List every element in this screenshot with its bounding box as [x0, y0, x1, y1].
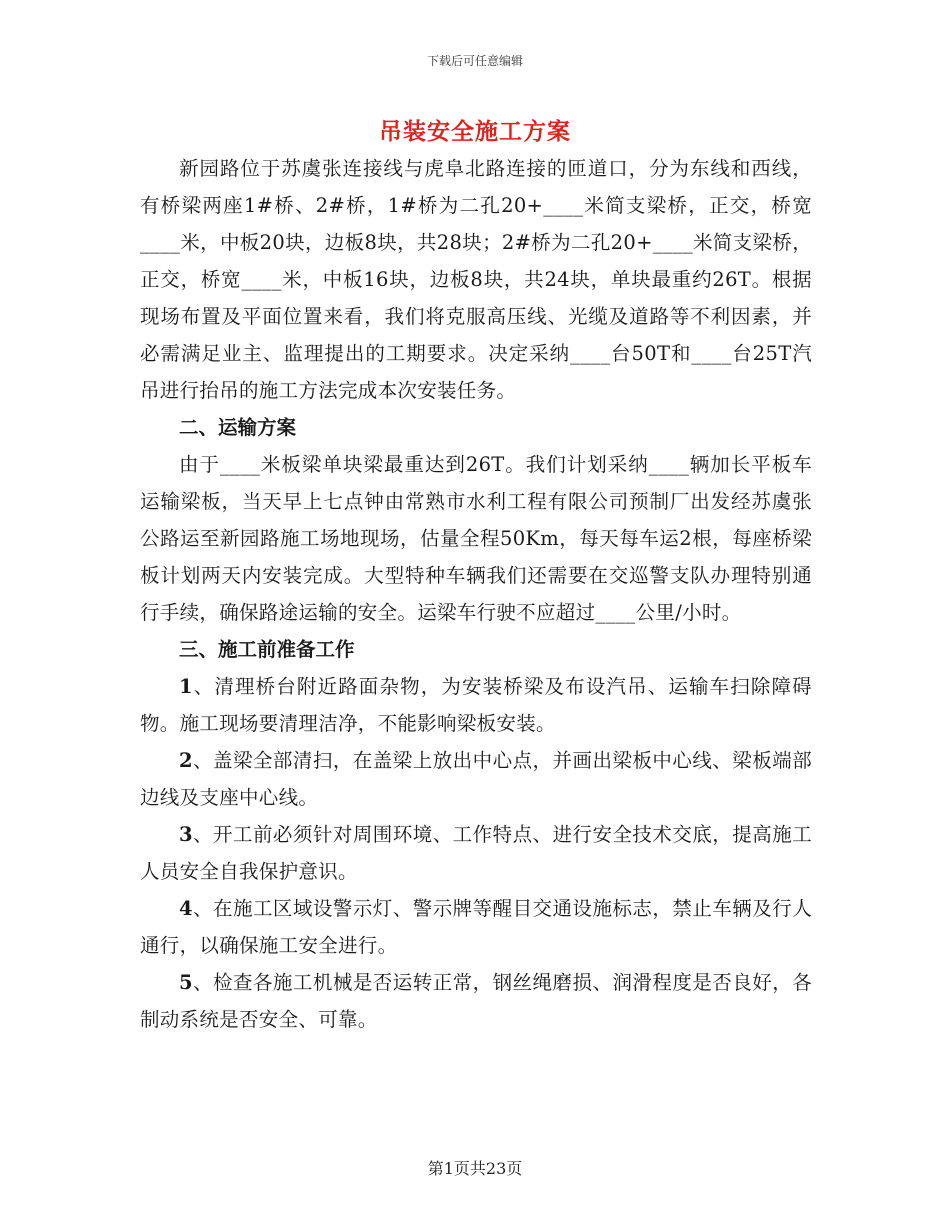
item-number: 5	[179, 971, 193, 994]
document-body	[140, 150, 812, 1038]
item-text: 、盖梁全部清扫，在盖梁上放出中心点，并画出梁板中心线、梁板端部边线及支座中心线。	[140, 749, 812, 809]
item-text: 、清理桥台附近路面杂物，为安装桥梁及布设汽吊、运输车扫除障碍物。施工现场要清理洁净，不能影响梁板安装。	[140, 675, 812, 735]
item-text: 、检查各施工机械是否运转正常，钢丝绳磨损、润滑程度是否良好，各制动系统是否安全、可靠。	[140, 971, 812, 1031]
list-item	[140, 742, 812, 816]
section-heading-transport: 二、运输方案	[179, 416, 297, 439]
item-number: 3	[179, 823, 193, 846]
item-text: 、在施工区域设警示灯、警示牌等醒目交通设施标志，禁止车辆及行人通行，以确保施工安全进行。	[140, 897, 812, 957]
page-header: 下载后可任意编辑	[426, 54, 523, 68]
item-text: 、开工前必须针对周围环境、工作特点、进行安全技术交底，提高施工人员安全自我保护意识。	[140, 823, 812, 883]
item-number: 2	[179, 749, 193, 772]
list-item	[140, 890, 812, 964]
transport-paragraph: 由于____米板梁单块梁最重达到26T。我们计划采纳____辆加长平板车运输梁板，当天早上七点钟由常熟市水利工程有限公司预制厂出发经苏虞张公路运至新园路施工场地现场，估量全程50Km，每天每车运2根，每座桥梁板计划两天内安装完成。大型特种车辆我们还需要在交巡警支队办理特别通行手续，确保路途运输的安全。运梁车行驶不应超过____公里/小时。	[140, 453, 812, 624]
page-footer: 第1页共23页	[427, 1159, 523, 1178]
list-item	[140, 816, 812, 890]
intro-paragraph: 新园路位于苏虞张连接线与虎阜北路连接的匝道口，分为东线和西线，有桥梁两座1#桥、2#桥，1#桥为二孔20+____米简支梁桥，正交，桥宽____米，中板20块，边板8块，共28块；2#桥为二孔20+____米简支梁桥，正交，桥宽____米，中板16块，边板8块，共24块，单块最重约26T。根据现场布置及平面位置来看，我们将克服高压线、光缆及道路等不利因素，并必需满足业主、监理提出的工期要求。决定采纳____台50T和____台25T汽吊进行抬吊的施工方法完成本次安装任务。	[140, 157, 812, 402]
item-number: 1	[179, 675, 193, 698]
list-item	[140, 964, 812, 1038]
section-heading-preparation: 三、施工前准备工作	[179, 638, 355, 661]
document-title: 吊装安全施工方案	[379, 118, 571, 145]
item-number: 4	[179, 897, 193, 920]
list-item	[140, 668, 812, 742]
